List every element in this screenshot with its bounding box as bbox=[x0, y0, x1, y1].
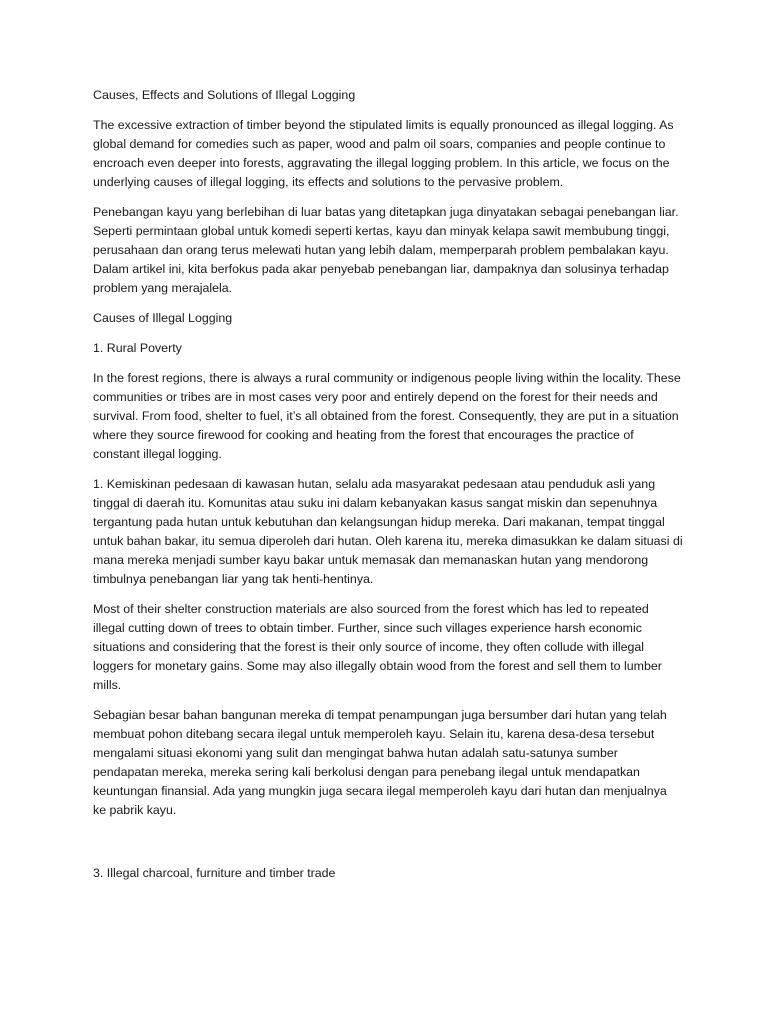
shelter-indonesian-paragraph: Sebagian besar bahan bangunan mereka di tempat penampungan juga bersumber dari hutan yang telah membuat pohon ditebang secara ilegal untuk memperoleh kayu. Selain itu, karena desa-desa tersebut mengalami situasi ekonomi yang sulit dan mengingat bahwa hutan adalah satu-satunya sumber pendapatan mereka, mereka sering kali berkolusi dengan para penebang ilegal untuk mendapatkan keuntungan finansial. Ada yang mungkin juga secara ilegal memperoleh kayu dari hutan dan menjualnya ke pabrik kayu. bbox=[93, 708, 667, 817]
intro-indonesian-paragraph: Penebangan kayu yang berlebihan di luar batas yang ditetapkan juga dinyatakan sebagai penebangan liar. Seperti permintaan global untuk komedi seperti kertas, kayu dan minyak kelapa sawit membubung tinggi, perusahaan dan orang terus melewati hutan yang lebih dalam, memperparah problem pembalakan kayu. Dalam artikel ini, kita berfokus pada akar penyebab penebangan liar, dampaknya dan solusinya terhadap problem yang merajalela. bbox=[93, 205, 679, 295]
document-title: Causes, Effects and Solutions of Illegal Logging bbox=[93, 88, 356, 102]
charcoal-trade-heading: 3. Illegal charcoal, furniture and timber trade bbox=[93, 866, 336, 880]
section-spacer bbox=[93, 831, 683, 864]
shelter-english-paragraph: Most of their shelter construction materials are also sourced from the forest which has led to repeated illegal cutting down of trees to obtain timber. Further, since such villages experience harsh economic situations and considering that the forest is their only source of income, they often collude with illegal loggers for monetary gains. Some may also illegally obtain wood from the forest and sell them to lumber mills. bbox=[93, 602, 662, 692]
rural-poverty-english-paragraph: In the forest regions, there is always a rural community or indigenous people living within the locality. These communities or tribes are in most cases very poor and entirely depend on the forest for their needs and survival. From food, shelter to fuel, it’s all obtained from the forest. Consequently, they are put in a situation where they source firewood for cooking and heating from the forest that encourages the practice of constant illegal logging. bbox=[93, 371, 681, 461]
intro-english-paragraph: The excessive extraction of timber beyond the stipulated limits is equally pronounced as illegal logging. As global demand for comedies such as paper, wood and palm oil soars, companies and people continue to encroach even deeper into forests, aggravating the illegal logging problem. In this article, we focus on the underlying causes of illegal logging, its effects and solutions to the pervasive problem. bbox=[93, 118, 674, 189]
causes-heading: Causes of Illegal Logging bbox=[93, 311, 233, 325]
rural-poverty-heading: 1. Rural Poverty bbox=[93, 341, 182, 355]
document-body bbox=[93, 86, 683, 894]
rural-poverty-indonesian-paragraph: 1. Kemiskinan pedesaan di kawasan hutan, selalu ada masyarakat pedesaan atau penduduk asli yang tinggal di daerah itu. Komunitas atau suku ini dalam kebanyakan kasus sangat miskin dan sepenuhnya tergantung pada hutan untuk kebutuhan dan kelangsungan hidup mereka. Dari makanan, tempat tinggal untuk bahan bakar, itu semua diperoleh dari hutan. Oleh karena itu, mereka dimasukkan ke dalam situasi di mana mereka menjadi sumber kayu bakar untuk memasak dan memanaskan hutan yang mendorong timbulnya penebangan liar yang tak henti-hentinya. bbox=[93, 477, 683, 586]
